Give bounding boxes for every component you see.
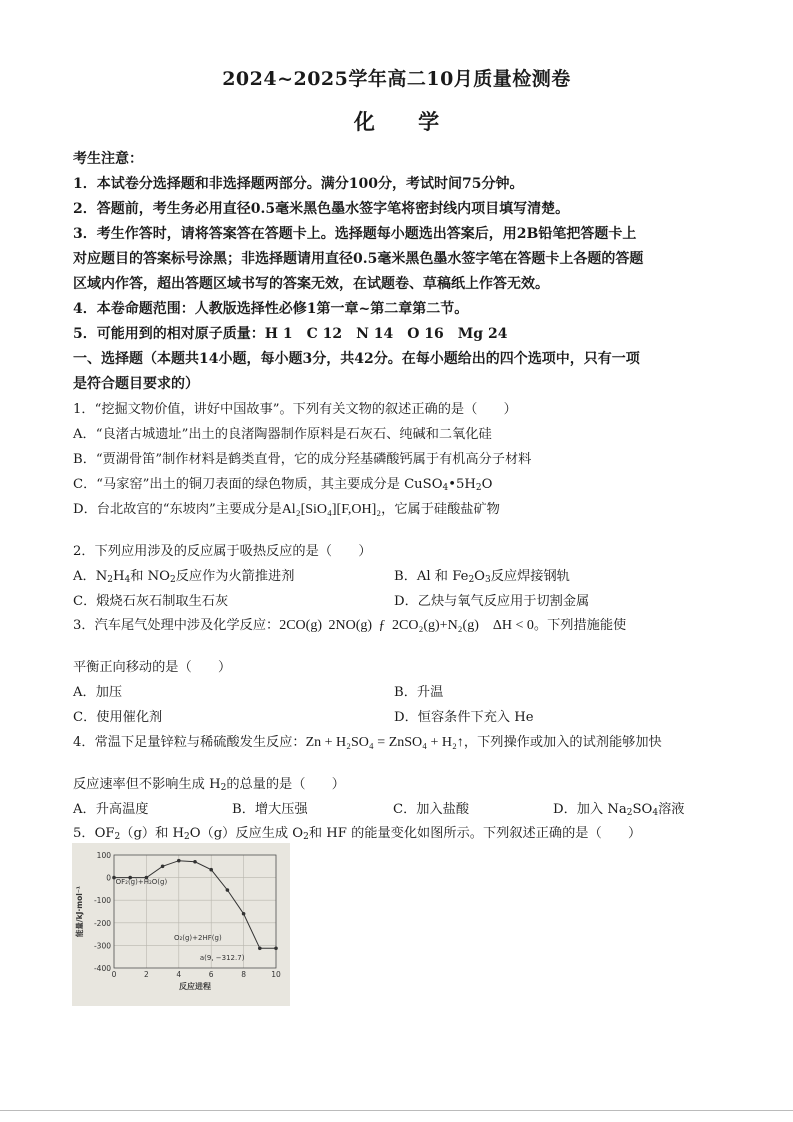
- notice-item: 区域内作答，超出答题区域书写的答案无效，在试题卷、草稿纸上作答无效。: [73, 276, 549, 292]
- option-d: D．恒容条件下充入 He: [394, 710, 534, 725]
- x-tick-label: 10: [271, 970, 281, 979]
- notice-item: 2．答题前，考生务必用直径0.5毫米黑色墨水签字笔将密封线内项目填写清楚。: [73, 201, 570, 217]
- page-bottom-rule: [0, 1110, 793, 1111]
- question-stem: 5．$OF_2(g)$和 $H_2O(g)$反应生成 $O_2$和 HF 的能量变化如图所示。下列叙述正确的是（ ）: [73, 826, 642, 842]
- option-d: D．加入 $Na_2SO_4$溶液: [553, 802, 685, 818]
- reactants-label: OF₂(g)+H₂O(g): [115, 877, 168, 886]
- data-point: [161, 865, 165, 869]
- equation: Zn + H₂SO₄ = ZnSO₄ + H₂↑: [305, 735, 464, 750]
- data-point: [258, 946, 262, 950]
- y-tick-label: 0: [106, 873, 111, 883]
- option-a: A．$N_2H_4$和 $NO_2$反应作为火箭推进剂: [73, 569, 295, 585]
- data-point: [209, 868, 213, 872]
- formula: Al₂[SiO₄][F,OH]₂: [281, 502, 382, 517]
- data-point: [242, 912, 246, 916]
- question-stem: 2．下列应用涉及的反应属于吸热反应的是（ ）: [73, 544, 372, 559]
- question-stem-cont: 反应速率但不影响生成 $H_2$的总量的是（ ）: [73, 777, 345, 793]
- plot-frame: [114, 855, 276, 968]
- notice-item: 5．可能用到的相对原子质量：H 1 C 12 N 14 O 16 Mg 24: [73, 326, 508, 342]
- notice-heading: 考生注意：: [73, 151, 143, 167]
- notice-item: 4．本卷命题范围：人教版选择性必修1第一章~第二章第二节。: [73, 301, 469, 317]
- notice-item: 3．考生作答时，请将答案答在答题卡上。选择题每小题选出答案后，用2B铅笔把答题卡上: [73, 226, 637, 242]
- option-a: A．升高温度: [73, 802, 149, 817]
- section-heading: 一、选择题（本题共14小题，每小题3分，共42分。在每小题给出的四个选项中，只有一项: [73, 351, 640, 367]
- equation: 2CO(g) 2NO(g) ƒ 2CO₂(g)+N₂(g): [279, 618, 479, 633]
- y-tick-label: 100: [96, 851, 111, 860]
- data-point: [226, 888, 230, 892]
- option-c: C．使用催化剂: [73, 710, 163, 725]
- question-stem-cont: 平衡正向移动的是（ ）: [73, 660, 232, 675]
- energy-chart: [72, 843, 290, 1006]
- option-b: B．升温: [394, 685, 444, 700]
- subject-title: 化 学: [353, 109, 458, 134]
- y-axis-label: 能量/kJ·mol⁻¹: [75, 885, 84, 938]
- option-d: D．乙炔与氧气反应用于切割金属: [394, 594, 590, 609]
- data-point: [193, 860, 197, 864]
- question-stem: 3．汽车尾气处理中涉及化学反应：2CO(g) 2NO(g) ƒ 2CO₂(g)+N₂(g) ΔH < 0。下列措施能使: [73, 618, 627, 633]
- exam-title: 2024~2025学年高二10月质量检测卷: [222, 68, 571, 90]
- x-tick-label: 2: [144, 970, 149, 979]
- option-d: D．台北故宫的“东坡肉”主要成分是Al₂[SiO₄][F,OH]₂，它属于硅酸盐矿物: [73, 502, 500, 517]
- y-tick-label: -400: [93, 964, 111, 973]
- y-tick-label: -300: [93, 941, 111, 951]
- energy-chart-svg: [72, 843, 290, 1006]
- option-c: C．加入盐酸: [393, 802, 470, 817]
- x-tick-label: 0: [111, 970, 117, 979]
- x-tick-label: 6: [208, 970, 214, 979]
- option-c: C．煅烧石灰石制取生石灰: [73, 594, 229, 609]
- question-stem: 4．常温下足量锌粒与稀硫酸发生反应：Zn + H₂SO₄ = ZnSO₄ + H₂↑，下列操作或加入的试剂能够加快: [73, 735, 662, 750]
- option-b: B．增大压强: [232, 802, 308, 817]
- question-stem: 1．“挖掘文物价值，讲好中国故事”。下列有关文物的叙述正确的是（ ）: [73, 402, 517, 417]
- option-b: B．Al 和 $Fe_2O_3$反应焊接钢轨: [394, 569, 570, 585]
- products-label: O₂(g)+2HF(g): [173, 933, 222, 942]
- notice-item: 1．本试卷分选择题和非选择题两部分。满分100分，考试时间75分钟。: [73, 176, 524, 192]
- option-a: A．“良渚古城遗址”出土的良渚陶器制作原料是石灰石、纯碱和二氧化硅: [73, 427, 492, 442]
- y-tick-label: -200: [93, 918, 111, 928]
- option-c: C．“马家窑”出土的铜刀表面的绿色物质，其主要成分是 $CuSO_4•5H_2O$: [73, 477, 493, 493]
- section-heading: 是符合题目要求的）: [73, 376, 199, 392]
- y-tick-label: -100: [93, 896, 111, 906]
- x-tick-label: 8: [241, 970, 246, 979]
- option-b: B．“贾湖骨笛”制作材料是鹤类直骨，它的成分羟基磷酸钙属于有机高分子材料: [73, 452, 532, 467]
- x-axis-label: 反应进程: [179, 982, 211, 991]
- option-a: A．加压: [73, 685, 123, 700]
- notice-item: 对应题目的答案标号涂黑；非选择题请用直径0.5毫米黑色墨水签字笔在答题卡上各题的答题: [73, 251, 644, 267]
- data-point: [274, 946, 278, 950]
- enthalpy: ΔH < 0: [492, 618, 534, 633]
- data-point: [177, 859, 181, 863]
- x-tick-label: 4: [176, 970, 182, 979]
- point-label: a(9, −312.7): [199, 954, 245, 963]
